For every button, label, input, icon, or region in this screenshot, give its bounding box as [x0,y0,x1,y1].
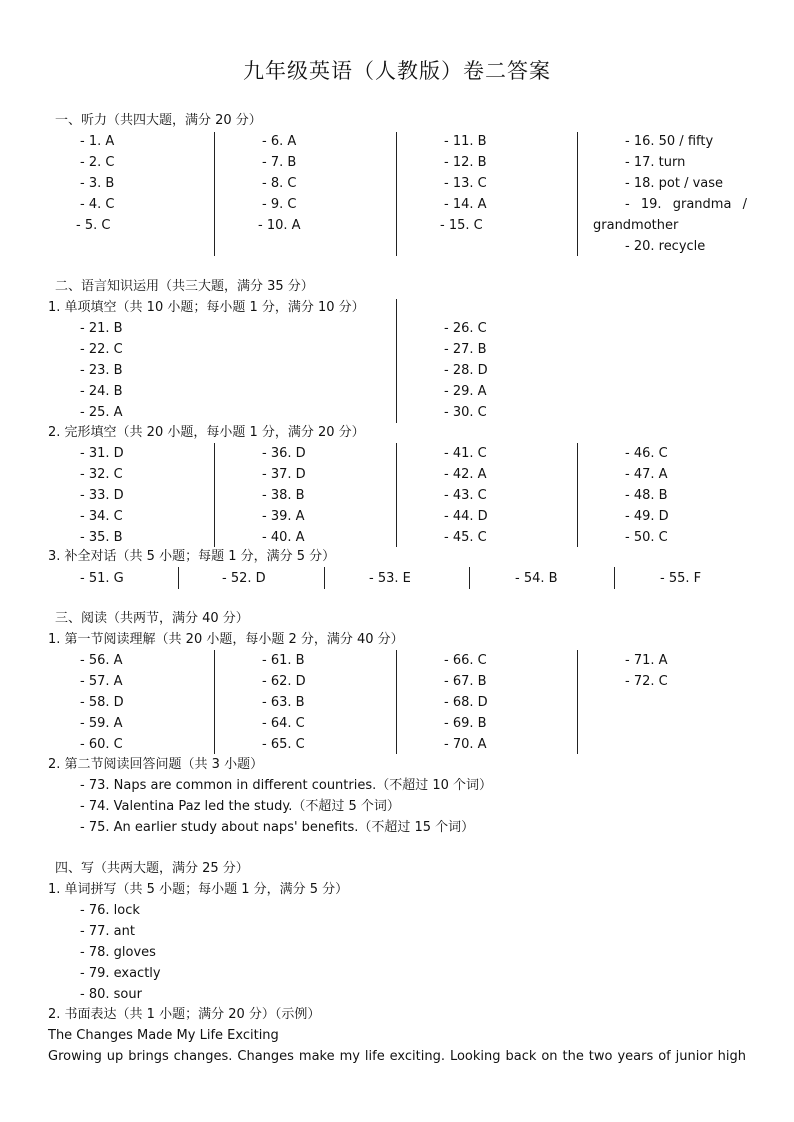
essay-title: The Changes Made My Life Exciting [48,1028,279,1043]
section-heading-writing: 四、写（共两大题，满分 25 分） [55,861,249,876]
column-divider [396,443,397,547]
answer-item: - 39. A [262,509,305,524]
part-heading-reading-comprehension: 1. 第一节阅读理解（共 20 小题，每小题 2 分，满分 40 分） [48,632,404,647]
answer-sentence: - 74. Valentina Paz led the study.（不超过 5 个词） [80,799,400,814]
answer-item: - 49. D [625,509,669,524]
answer-item: - 59. A [80,716,123,731]
answer-item: - 22. C [80,342,123,357]
answer-item: - 71. A [625,653,668,668]
answer-item: - 1. A [80,134,115,149]
column-divider [577,650,578,754]
answer-item: - 8. C [262,176,297,191]
answer-item: - 52. D [222,571,266,586]
answer-item: - 62. D [262,674,306,689]
column-divider [577,443,578,547]
answer-item: - 37. D [262,467,306,482]
answer-item: - 72. C [625,674,668,689]
column-divider [396,650,397,754]
column-divider [614,567,615,589]
column-divider [214,132,215,256]
answer-item: - 13. C [444,176,487,191]
answer-item: - 54. B [515,571,558,586]
answer-item: - 35. B [80,530,123,545]
answer-item: - 12. B [444,155,487,170]
answer-item: - 9. C [262,197,297,212]
answer-item: - 41. C [444,446,487,461]
answer-item: - 6. A [262,134,297,149]
column-divider [324,567,325,589]
part-heading-dialogue: 3. 补全对话（共 5 小题；每题 1 分，满分 5 分） [48,549,336,564]
column-divider [178,567,179,589]
answer-item: - 10. A [258,218,301,233]
column-divider [396,299,397,423]
answer-item: - 27. B [444,342,487,357]
answer-item: - 69. B [444,716,487,731]
answer-item: - 20. recycle [625,239,706,254]
part-heading-composition: 2. 书面表达（共 1 小题；满分 20 分）（示例） [48,1007,321,1022]
answer-item: - 23. B [80,363,123,378]
answer-item: - 7. B [262,155,297,170]
answer-item: - 28. D [444,363,488,378]
answer-item: - 70. A [444,737,487,752]
answer-item: - 65. C [262,737,305,752]
answer-item: - 15. C [440,218,483,233]
answer-item: - 66. C [444,653,487,668]
part-heading-cloze: 2. 完形填空（共 20 小题，每小题 1 分，满分 20 分） [48,425,365,440]
answer-sentence: - 73. Naps are common in different countries.（不超过 10 个词） [80,778,493,793]
answer-item: - 30. C [444,405,487,420]
column-divider [396,132,397,256]
column-divider [214,443,215,547]
answer-item: - 61. B [262,653,305,668]
answer-item: - 36. D [262,446,306,461]
section-heading-listening: 一、听力（共四大题，满分 20 分） [55,113,262,128]
answer-item: - 57. A [80,674,123,689]
answer-item: - 3. B [80,176,115,191]
answer-item: - 78. gloves [80,945,156,960]
answer-item: - 47. A [625,467,668,482]
column-divider [214,650,215,754]
answer-item: - 18. pot / vase [625,176,724,191]
page-title: 九年级英语（人教版）卷二答案 [243,59,551,83]
answer-item: - 14. A [444,197,487,212]
answer-item: - 32. C [80,467,123,482]
answer-item: - 43. C [444,488,487,503]
answer-item: - 64. C [262,716,305,731]
answer-item: - 44. D [444,509,488,524]
answer-item: - 2. C [80,155,115,170]
answer-item: - 51. G [80,571,124,586]
answer-item: - 53. E [369,571,411,586]
answer-item: - 34. C [80,509,123,524]
answer-item: - 42. A [444,467,487,482]
answer-item: - 31. D [80,446,124,461]
part-heading-spelling: 1. 单词拼写（共 5 小题；每小题 1 分，满分 5 分） [48,882,349,897]
answer-item: - 4. C [80,197,115,212]
answer-item: - 40. A [262,530,305,545]
answer-item: - 55. F [660,571,702,586]
answer-item: - 76. lock [80,903,140,918]
answer-item: - 45. C [444,530,487,545]
column-divider [577,132,578,256]
answer-item: - 46. C [625,446,668,461]
answer-item: - 58. D [80,695,124,710]
answer-item: - 5. C [76,218,111,233]
answer-item: - 21. B [80,321,123,336]
column-divider [469,567,470,589]
answer-item: - 25. A [80,405,123,420]
section-heading-language: 二、语言知识运用（共三大题，满分 35 分） [55,279,314,294]
answer-item: - 26. C [444,321,487,336]
section-heading-reading: 三、阅读（共两节，满分 40 分） [55,611,249,626]
answer-item: - 56. A [80,653,123,668]
answer-item: - 11. B [444,134,487,149]
answer-item: - 38. B [262,488,305,503]
answer-item-continued: grandmother [593,218,679,233]
part-heading-reading-questions: 2. 第二节阅读回答问题（共 3 小题） [48,757,264,772]
answer-item: - 79. exactly [80,966,161,981]
part-heading-single-choice: 1. 单项填空（共 10 小题；每小题 1 分，满分 10 分） [48,300,365,315]
answer-item: - 48. B [625,488,668,503]
answer-item: - 33. D [80,488,124,503]
answer-item: - 50. C [625,530,668,545]
answer-item: - 63. B [262,695,305,710]
answer-item: - 16. 50 / fifty [625,134,714,149]
answer-item: - 80. sour [80,987,142,1002]
answer-sentence: - 75. An earlier study about naps' benefits.（不超过 15 个词） [80,820,475,835]
answer-item: - 77. ant [80,924,135,939]
answer-item: - 17. turn [625,155,686,170]
answer-item: - 24. B [80,384,123,399]
answer-item: - 19. grandma / [625,197,747,212]
answer-item: - 29. A [444,384,487,399]
answer-item: - 68. D [444,695,488,710]
essay-text: Growing up brings changes. Changes make my life exciting. Looking back on the two years of junior high [48,1049,746,1064]
answer-item: - 60. C [80,737,123,752]
answer-item: - 67. B [444,674,487,689]
